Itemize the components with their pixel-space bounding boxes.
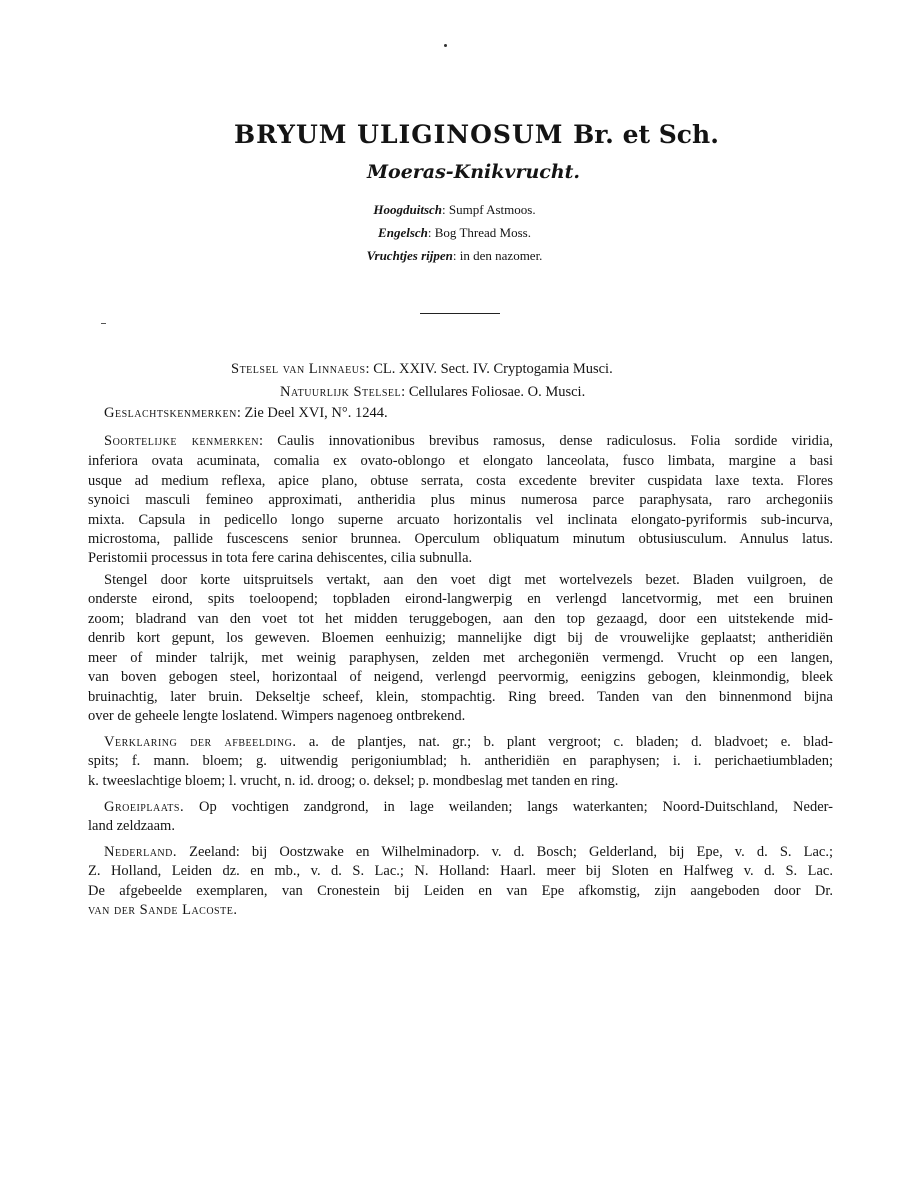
divider-rule <box>420 313 500 314</box>
habitat-line <box>104 798 833 816</box>
explanation-label: Verklaring der afbeelding. <box>104 734 297 750</box>
netherlands-line: van der Sande Lacoste. <box>88 902 238 918</box>
netherlands-line: De afgebeelde exemplaren, van Cronestein bij Leiden en van Epe afkomstig, zijn aangeboden door Dr. <box>88 883 833 899</box>
species-line: Soortelijke kenmerken: Caulis innovationibus brevibus ramosus, dense radiculosus. Folia sordide viridia, <box>104 433 834 449</box>
latin-name: BRYUM ULIGINOSUM <box>234 120 564 149</box>
natural-system-line: Natuurlijk Stelsel: Cellulares Foliosae. O. Musci. <box>280 384 586 400</box>
explanation-line <box>104 733 833 751</box>
netherlands-text: Zeeland: bij Oostzwake en Wilhelminadorp. v. d. Bosch; Gelderland, bij Epe, v. d. S. Lac.; <box>189 844 833 860</box>
species-line: Peristomii processus in tota fere carina dehiscentes, cilia subnulla. <box>88 550 473 566</box>
german-name-line: Hoogduitsch: Sumpf Astmoos. <box>373 202 536 217</box>
description-line: onderste eirond, spits toeloopend; topbladen eirond-langwerpig en verlengd lancetvormig, met een bruinen <box>88 591 833 607</box>
authority: Br. et Sch. <box>573 120 719 149</box>
genus-line: Geslachtskenmerken: Zie Deel XVI, N°. 1244. <box>104 405 388 421</box>
description-line: Stengel door korte uitspruitsels vertakt, aan den voet digt met wortelvezels bezet. Bladen vuilgroen, de <box>104 572 833 588</box>
english-name-line: Engelsch: Bog Thread Moss. <box>378 225 531 240</box>
description-line: denrib kort gepunt, los geweven. Bloemen eenhuizig; mannelijke digt bij de vrouwelijke geplaatst; antheridiën <box>88 630 833 646</box>
page-title <box>234 120 719 149</box>
species-line: microstoma, pallide fuscescens senior brunnea. Operculum obliquatum minutum obtusiusculum. Annulus latus. <box>88 531 833 547</box>
species-text: Caulis innovationibus brevibus ramosus, dense radiculosus. Folia sordide viridia, <box>277 433 834 449</box>
german-label: Hoogduitsch <box>373 202 443 217</box>
netherlands-line: Z. Holland, Leiden dz. en mb., v. d. S. Lac.; N. Holland: Haarl. meer bij Sloten en Halfweg v. d. S. Lac. <box>88 863 833 879</box>
species-line: synoici masculi femineo approximati, antheridia plus minus numerosa parce paraphysata, raro archegoniis <box>88 492 833 508</box>
description-line: meer of minder talrijk, met weinig paraphysen, zelden met archegoniën vermengd. Vrucht op een langen, <box>88 650 833 666</box>
german-name: Sumpf Astmoos. <box>448 202 536 217</box>
description-line: zoom; bladrand van den voet tot het midden teruggebogen, aan den top gezaagd, door een uitstekende mid- <box>88 611 833 627</box>
dutch-name: Moeras-Knikvrucht. <box>367 161 581 183</box>
description-line: bruinachtig, later bruin. Dekseltje scheef, klein, stompachtig. Ring breed. Tanden van den binnenmond bijna <box>88 689 833 705</box>
fruit-time: in den nazomer. <box>459 248 543 263</box>
speck-mark <box>101 323 106 324</box>
linnaeus-label: Stelsel van Linnaeus <box>231 361 366 377</box>
habitat-label: Groeiplaats. <box>104 799 185 815</box>
fruit-time-line: Vruchtjes rijpen: in den nazomer. <box>366 248 543 263</box>
explanation-text: a. de plantjes, nat. gr.; b. plant vergroot; c. bladen; d. bladvoet; e. blad- <box>308 734 833 750</box>
explanation-line: spits; f. mann. bloem; g. uitwendig perigoniumblad; h. antheridiën en paraphysen; i. i. perichaetiumbladen; <box>88 753 833 769</box>
netherlands-label: Nederland. <box>104 844 177 860</box>
natural-system-label: Natuurlijk Stelsel <box>280 384 402 400</box>
species-line: mixta. Capsula in pedicello longo superne arcuato horizontalis vel inclinata elongato-pyriformis sub-incurva, <box>88 512 833 528</box>
speck-mark <box>444 44 447 47</box>
genus-value: Zie Deel XVI, N°. 1244. <box>244 405 388 421</box>
species-label: Soortelijke kenmerken <box>104 433 259 449</box>
description-line: van boven gebogen steel, horizontaal of neigend, verlengd peervormig, eenigzins gebogen, kleinmondig, bleek <box>88 669 833 685</box>
english-name: Bog Thread Moss. <box>434 225 531 240</box>
linnaeus-line: Stelsel van Linnaeus: CL. XXIV. Sect. IV. Cryptogamia Musci. <box>231 361 613 377</box>
description-line: over de geheele lengte loslatend. Wimpers nagenoeg ontbrekend. <box>88 708 466 724</box>
species-line: usque ad medium reflexa, apice plano, obtuse serrata, costa excedente breviter cuspidata laxe texta. Flores <box>88 473 833 489</box>
linnaeus-value: CL. XXIV. Sect. IV. Cryptogamia Musci. <box>373 361 613 377</box>
netherlands-line <box>104 843 833 861</box>
habitat-line: land zeldzaam. <box>88 818 175 834</box>
genus-label: Geslachtskenmerken <box>104 405 237 421</box>
english-label: Engelsch <box>378 225 428 240</box>
fruit-label: Vruchtjes rijpen <box>366 248 453 263</box>
natural-system-value: Cellulares Foliosae. O. Musci. <box>408 384 586 400</box>
species-line: inferiora ovata acuminata, comalia ex ovato-oblongo et elongato lanceolata, fusco limbata, margine a basi <box>88 453 833 469</box>
explanation-line: k. tweeslachtige bloem; l. vrucht, n. id. droog; o. deksel; p. mondbeslag met tanden en ring. <box>88 773 619 789</box>
habitat-text: Op vochtigen zandgrond, in lage weilanden; langs waterkanten; Noord-Duitschland, Neder- <box>199 799 834 815</box>
